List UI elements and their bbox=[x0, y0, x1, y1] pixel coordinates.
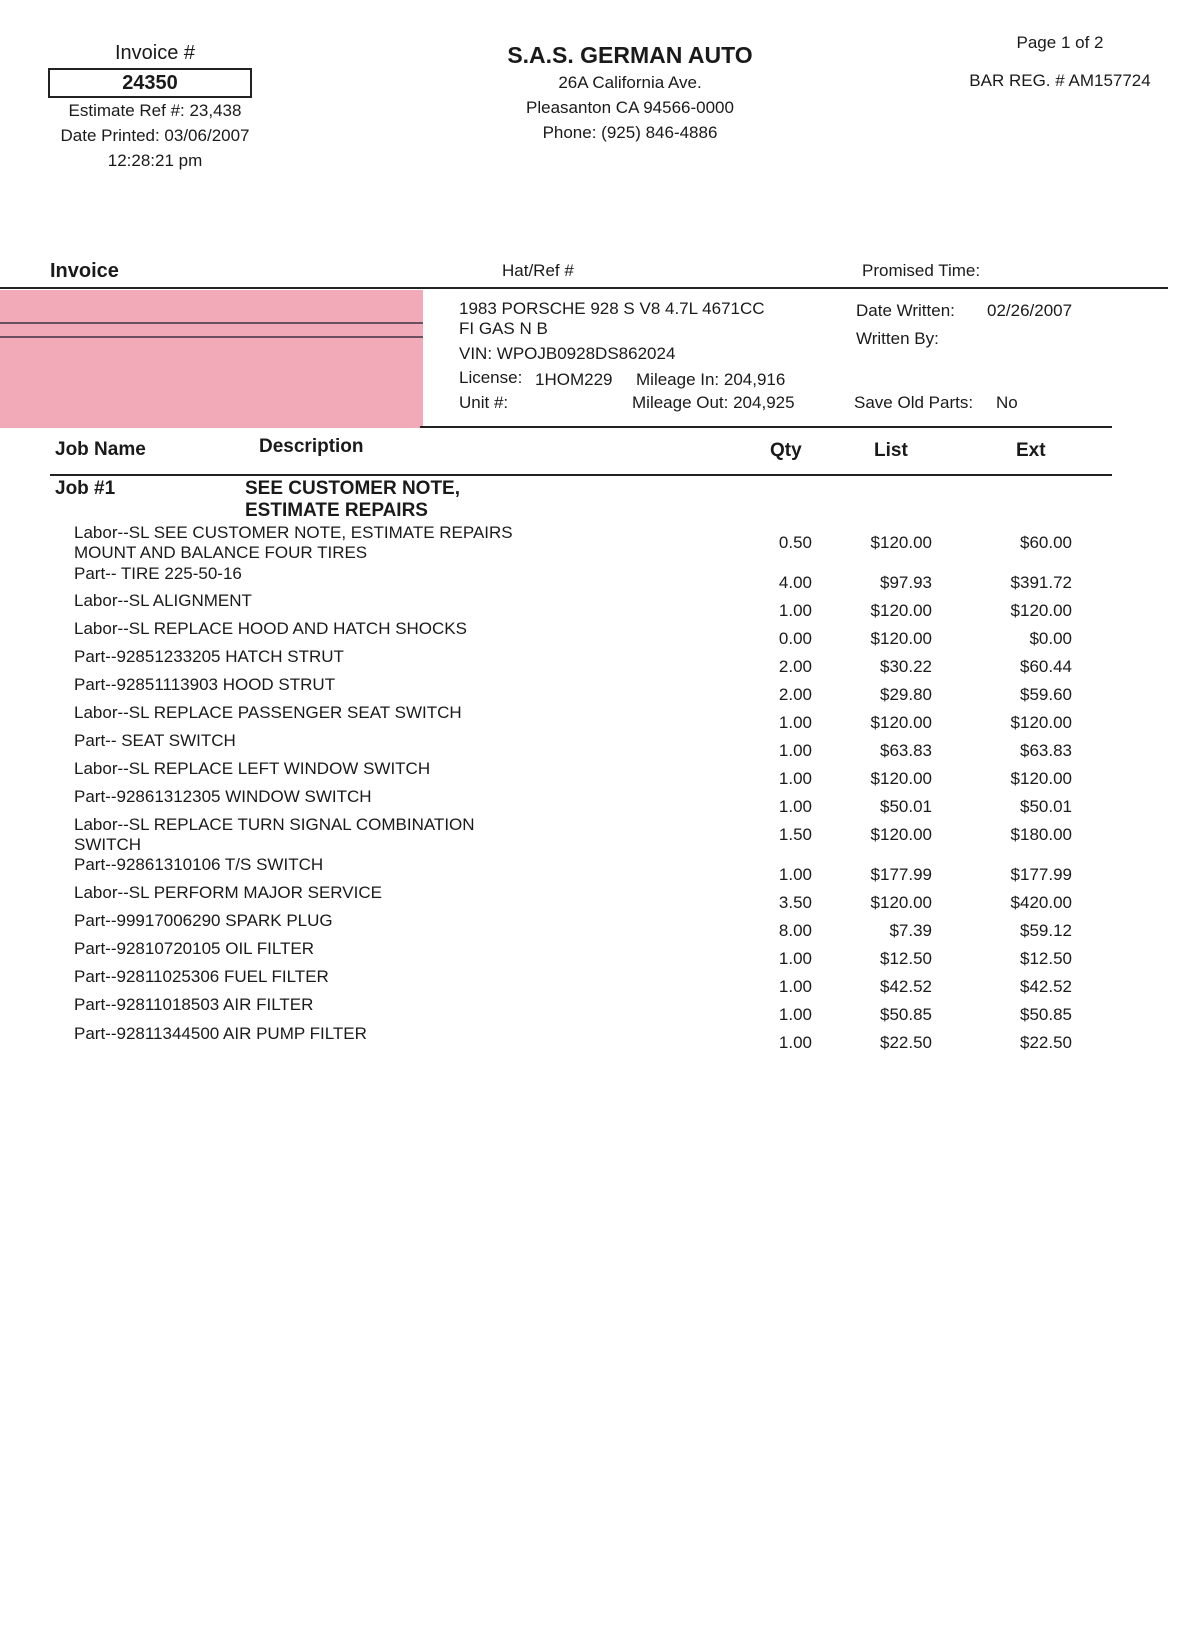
save-old-parts-label: Save Old Parts: bbox=[854, 393, 974, 412]
column-header-divider bbox=[50, 474, 1112, 476]
license-value: 1HOM229 bbox=[535, 370, 613, 389]
written-by-label: Written By: bbox=[856, 329, 939, 348]
line-item-qty: 1.00 bbox=[778, 797, 812, 816]
line-item-list-price: $177.99 bbox=[870, 865, 932, 884]
line-item-text-continued: MOUNT AND BALANCE FOUR TIRES bbox=[74, 543, 368, 562]
line-item-text: Labor--SL REPLACE LEFT WINDOW SWITCH bbox=[74, 759, 431, 778]
line-item-extended-price: $60.44 bbox=[1020, 657, 1072, 676]
page-number: Page 1 of 2 bbox=[1016, 33, 1104, 52]
job-title: Job #1 bbox=[55, 478, 116, 499]
line-item-list-price: $120.00 bbox=[870, 825, 932, 844]
vehicle-divider bbox=[420, 426, 1112, 428]
line-item-list-price: $22.50 bbox=[880, 1033, 932, 1052]
line-item-description bbox=[74, 759, 594, 779]
line-item-text: Labor--SL REPLACE HOOD AND HATCH SHOCKS bbox=[74, 619, 467, 638]
invoice-header bbox=[40, 40, 270, 173]
line-item-text: Part-- SEAT SWITCH bbox=[74, 731, 236, 750]
line-item-text: Labor--SL SEE CUSTOMER NOTE, ESTIMATE REPAIRS bbox=[74, 523, 513, 542]
line-item-qty: 1.00 bbox=[778, 713, 812, 732]
line-item-text: Part-- TIRE 225-50-16 bbox=[74, 564, 242, 583]
line-item-qty: 1.00 bbox=[778, 949, 812, 968]
shop-phone: Phone: (925) 846-4886 bbox=[542, 123, 718, 142]
line-item-list-price: $50.01 bbox=[880, 797, 932, 816]
line-item-description bbox=[74, 675, 594, 695]
line-item-description bbox=[74, 855, 594, 875]
shop-address-line1: 26A California Ave. bbox=[558, 73, 702, 92]
line-item-qty: 1.00 bbox=[778, 1005, 812, 1024]
line-item-text-continued: SWITCH bbox=[74, 835, 142, 854]
line-item-text: Part--92811018503 AIR FILTER bbox=[74, 995, 314, 1014]
line-item-list-price: $120.00 bbox=[870, 713, 932, 732]
job-description-line1: SEE CUSTOMER NOTE, bbox=[245, 478, 461, 499]
vehicle-description: 1983 PORSCHE 928 S V8 4.7L 4671CC bbox=[459, 299, 765, 318]
line-item-description bbox=[74, 883, 594, 903]
line-item-description bbox=[74, 703, 594, 723]
time-printed: 12:28:21 pm bbox=[107, 151, 203, 170]
line-item-extended-price: $22.50 bbox=[1020, 1033, 1072, 1052]
line-item-qty: 1.00 bbox=[778, 865, 812, 884]
line-item-extended-price: $12.50 bbox=[1020, 949, 1072, 968]
line-item-list-price: $120.00 bbox=[870, 893, 932, 912]
line-item-text: Labor--SL REPLACE PASSENGER SEAT SWITCH bbox=[74, 703, 462, 722]
promised-time-label: Promised Time: bbox=[862, 261, 981, 280]
line-item-description bbox=[74, 1024, 594, 1044]
redaction-streak bbox=[0, 322, 423, 324]
line-item-description bbox=[74, 564, 594, 584]
line-item-text: Part--92851113903 HOOD STRUT bbox=[74, 675, 336, 694]
hat-ref-label: Hat/Ref # bbox=[502, 261, 574, 280]
vehicle-vin: VIN: WPOJB0928DS862024 bbox=[459, 344, 676, 363]
line-item-extended-price: $420.00 bbox=[1010, 893, 1072, 912]
line-item-description bbox=[74, 911, 594, 931]
line-item-list-price: $42.52 bbox=[880, 977, 932, 996]
job-description bbox=[245, 478, 460, 522]
line-item-list-price: $120.00 bbox=[870, 629, 932, 648]
line-item-text: Part--99917006290 SPARK PLUG bbox=[74, 911, 333, 930]
line-item-qty: 0.50 bbox=[778, 533, 812, 552]
redacted-customer-info bbox=[0, 290, 423, 428]
line-item-extended-price: $59.12 bbox=[1020, 921, 1072, 940]
line-item-text: Part--92811344500 AIR PUMP FILTER bbox=[74, 1024, 367, 1043]
line-item-list-price: $12.50 bbox=[880, 949, 932, 968]
line-item-qty: 1.50 bbox=[778, 825, 812, 844]
line-item-list-price: $7.39 bbox=[889, 921, 932, 940]
date-written-label: Date Written: bbox=[856, 301, 955, 320]
line-item-list-price: $120.00 bbox=[870, 769, 932, 788]
line-item-description bbox=[74, 591, 594, 611]
line-item-qty: 0.00 bbox=[778, 629, 812, 648]
line-item-list-price: $97.93 bbox=[880, 573, 932, 592]
line-item-text: Part--92810720105 OIL FILTER bbox=[74, 939, 315, 958]
line-item-description bbox=[74, 995, 594, 1015]
line-item-text: Labor--SL PERFORM MAJOR SERVICE bbox=[74, 883, 382, 902]
line-item-qty: 1.00 bbox=[778, 1033, 812, 1052]
bar-registration: BAR REG. # AM157724 bbox=[969, 71, 1151, 90]
line-item-description bbox=[74, 967, 594, 987]
line-item-list-price: $120.00 bbox=[870, 533, 932, 552]
unit-label: Unit #: bbox=[459, 393, 509, 412]
shop-name: S.A.S. GERMAN AUTO bbox=[507, 42, 753, 68]
line-item-list-price: $30.22 bbox=[880, 657, 932, 676]
line-item-extended-price: $42.52 bbox=[1020, 977, 1072, 996]
invoice-number-label: Invoice # bbox=[114, 42, 196, 64]
line-item-list-price: $50.85 bbox=[880, 1005, 932, 1024]
line-item-extended-price: $60.00 bbox=[1020, 533, 1072, 552]
line-item-description bbox=[74, 939, 594, 959]
date-written-value: 02/26/2007 bbox=[987, 301, 1073, 320]
line-item-text: Part--92851233205 HATCH STRUT bbox=[74, 647, 344, 666]
section-invoice-label: Invoice bbox=[50, 260, 119, 282]
mileage-in: Mileage In: 204,916 bbox=[636, 370, 786, 389]
line-item-qty: 4.00 bbox=[778, 573, 812, 592]
line-item-extended-price: $120.00 bbox=[1010, 601, 1072, 620]
line-item-text: Part--92861312305 WINDOW SWITCH bbox=[74, 787, 372, 806]
line-item-text: Part--92861310106 T/S SWITCH bbox=[74, 855, 324, 874]
line-item-extended-price: $50.01 bbox=[1020, 797, 1072, 816]
job-description-line2: ESTIMATE REPAIRS bbox=[245, 500, 428, 521]
line-item-extended-price: $63.83 bbox=[1020, 741, 1072, 760]
line-item-description bbox=[74, 731, 594, 751]
redaction-streak bbox=[0, 336, 423, 338]
line-item-text: Labor--SL REPLACE TURN SIGNAL COMBINATION bbox=[74, 815, 475, 834]
line-item-text: Labor--SL ALIGNMENT bbox=[74, 591, 252, 610]
column-ext: Ext bbox=[1016, 440, 1046, 461]
mileage-out: Mileage Out: 204,925 bbox=[632, 393, 795, 412]
line-item-qty: 1.00 bbox=[778, 769, 812, 788]
column-job-name: Job Name bbox=[55, 439, 146, 460]
shop-address-line2: Pleasanton CA 94566-0000 bbox=[526, 98, 734, 117]
line-item-description bbox=[74, 647, 594, 667]
page-info bbox=[940, 30, 1180, 93]
shop-info bbox=[460, 40, 800, 145]
line-item-extended-price: $0.00 bbox=[1029, 629, 1072, 648]
line-item-description bbox=[74, 523, 594, 563]
line-item-qty: 3.50 bbox=[778, 893, 812, 912]
line-item-qty: 2.00 bbox=[778, 657, 812, 676]
save-old-parts-value: No bbox=[996, 393, 1018, 412]
estimate-ref: Estimate Ref #: 23,438 bbox=[68, 101, 242, 120]
line-item-extended-price: $50.85 bbox=[1020, 1005, 1072, 1024]
vehicle-engine: FI GAS N B bbox=[459, 319, 548, 338]
line-item-list-price: $63.83 bbox=[880, 741, 932, 760]
license-label: License: bbox=[459, 368, 523, 387]
column-qty: Qty bbox=[770, 440, 802, 461]
line-item-description bbox=[74, 815, 594, 855]
line-item-list-price: $120.00 bbox=[870, 601, 932, 620]
section-divider-top bbox=[0, 287, 1168, 289]
line-item-description bbox=[74, 787, 594, 807]
line-item-extended-price: $177.99 bbox=[1010, 865, 1072, 884]
invoice-number: 24350 bbox=[48, 68, 252, 98]
line-item-qty: 1.00 bbox=[778, 977, 812, 996]
date-printed: Date Printed: 03/06/2007 bbox=[60, 126, 250, 145]
line-item-qty: 1.00 bbox=[778, 601, 812, 620]
line-item-extended-price: $180.00 bbox=[1010, 825, 1072, 844]
line-item-text: Part--92811025306 FUEL FILTER bbox=[74, 967, 329, 986]
line-item-qty: 1.00 bbox=[778, 741, 812, 760]
line-item-qty: 8.00 bbox=[778, 921, 812, 940]
column-description: Description bbox=[259, 436, 364, 457]
line-item-qty: 2.00 bbox=[778, 685, 812, 704]
line-item-extended-price: $120.00 bbox=[1010, 769, 1072, 788]
column-list: List bbox=[874, 440, 908, 461]
line-item-extended-price: $120.00 bbox=[1010, 713, 1072, 732]
line-item-description bbox=[74, 619, 594, 639]
line-item-list-price: $29.80 bbox=[880, 685, 932, 704]
line-item-extended-price: $391.72 bbox=[1010, 573, 1072, 592]
line-item-extended-price: $59.60 bbox=[1020, 685, 1072, 704]
